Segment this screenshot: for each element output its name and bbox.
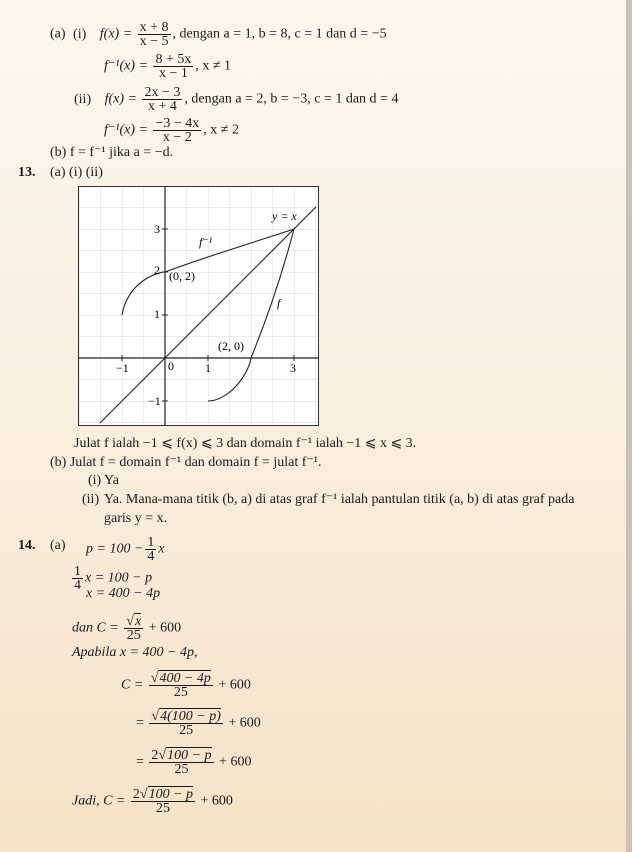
params-text: , dengan a = 1, b = 8, c = 1 dan d = −5 <box>172 26 387 42</box>
label-f-inverse: f⁻¹ <box>199 235 213 249</box>
q13-b-ii-text-cont: garis y = x. <box>104 511 168 526</box>
function-finv: f⁻¹(x) = <box>104 58 148 74</box>
tick-label-y: −1 <box>148 394 161 408</box>
subpart-label: (ii) <box>74 91 92 107</box>
tick-label-x: 1 <box>205 361 211 375</box>
label-y-equals-x: y = x <box>272 209 297 223</box>
fraction: $\frac{-3 - 4x}{x - 2}$ <box>155 116 200 145</box>
point-label: (2, 0) <box>218 339 244 353</box>
q12-a-i-inverse <box>104 53 231 80</box>
q14-c1: C = $\frac{√400 - 4p}{25}$ + 600 <box>121 671 251 700</box>
q14-c3: = $\frac{2√100 - p}{25}$ + 600 <box>136 748 252 777</box>
tick-label-y: 2 <box>154 263 160 277</box>
q13-parts: (a) (i) (ii) <box>50 165 103 180</box>
q13-range-line: Julat f ialah −1 ⩽ f(x) ⩽ 3 dan domain f⁻¹ ialah −1 ⩽ x ⩽ 3. <box>74 436 417 451</box>
q14-a-label: (a) <box>50 538 66 553</box>
q14-jadi: Jadi, C = $\frac{2√100 - p}{25}$ + 600 <box>72 787 233 816</box>
q12-a-i-line <box>50 21 387 48</box>
q13-b-line: (b) Julat f = domain f⁻¹ dan domain f = julat f⁻¹. <box>50 455 322 470</box>
tick-label-x: 3 <box>290 361 296 375</box>
q14-eq3: x = 400 − 4p <box>86 586 161 601</box>
label-f: f <box>277 296 281 310</box>
tick-label-x: −1 <box>116 361 129 375</box>
q12-a-ii-line <box>74 86 398 113</box>
q14-eq1: p = 100 − $\frac{1}{4}$ x <box>86 535 165 564</box>
q14-apabila: Apabila x = 400 − 4p, <box>72 645 198 660</box>
tick-label-y: 3 <box>154 222 160 236</box>
function-f: f(x) = <box>99 26 133 42</box>
function-f: f(x) = <box>104 91 137 107</box>
condition-text: , x ≠ 1 <box>195 58 232 74</box>
q14-dan-line: dan C = $\frac{√x}{25}$ + 600 <box>72 614 182 643</box>
part-label: (a) <box>50 26 66 42</box>
q13-b-i-text: Ya <box>104 473 119 488</box>
fraction: $\frac{8 + 5x}{x - 1}$ <box>155 52 192 81</box>
fraction: $\frac{x + 8}{x - 5}$ <box>139 20 169 49</box>
tick-label-x: 0 <box>168 359 174 373</box>
function-finv: f⁻¹(x) = <box>104 122 148 138</box>
function-graph <box>78 186 319 426</box>
condition-text: , x ≠ 2 <box>203 122 239 138</box>
q13-b-ii-label: (ii) <box>82 492 100 507</box>
q12-a-ii-inverse <box>104 117 239 144</box>
tick-label-y: 1 <box>154 307 160 321</box>
point-label: (0, 2) <box>169 269 195 283</box>
q12-b-line: (b) f = f⁻¹ jika a = −d. <box>50 145 174 160</box>
question-number: 14. <box>18 538 36 553</box>
page-edge <box>626 0 632 852</box>
q14-c2: = $\frac{√4(100 - p)}{25}$ + 600 <box>136 709 261 738</box>
fraction: $\frac{2x - 3}{x + 4}$ <box>144 85 181 114</box>
q13-b-ii-text: Ya. Mana-mana titik (b, a) di atas graf f⁻¹ ialah pantulan titik (a, b) di atas graf pada <box>104 492 575 507</box>
q13-b-i-label: (i) <box>88 473 102 488</box>
q14-eq2: $\frac{1}{4}$ x = 100 − p <box>74 564 153 593</box>
params-text: , dengan a = 2, b = −3, c = 1 dan d = 4 <box>184 91 399 107</box>
subpart-label: (i) <box>73 26 87 42</box>
question-number: 13. <box>18 165 36 180</box>
